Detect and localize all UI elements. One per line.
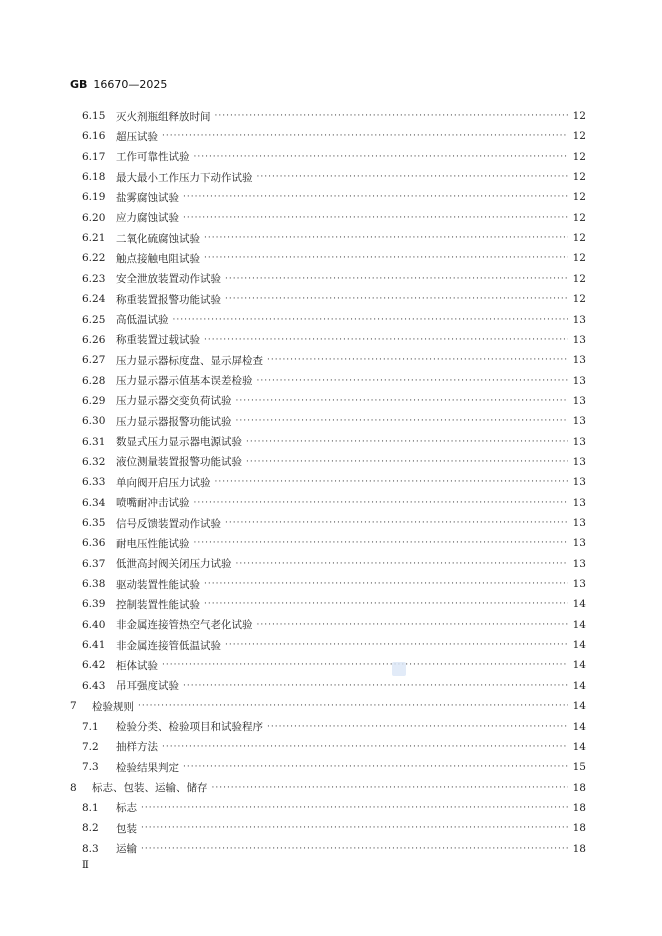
toc-entry-number: 6.40	[82, 618, 106, 631]
toc-entry[interactable]	[70, 271, 586, 287]
toc-entry-page: 13	[572, 313, 586, 326]
toc-entry-title: 灭火剂瓶组释放时间	[116, 110, 211, 123]
toc-entry-title: 压力显示器交变负荷试验	[116, 395, 232, 408]
toc-entry-title: 工作可靠性试验	[116, 151, 190, 164]
toc-dot-leader	[204, 598, 568, 610]
toc-entry-page: 12	[572, 211, 586, 224]
toc-entry[interactable]	[70, 189, 586, 205]
toc-entry-page: 14	[572, 618, 586, 631]
toc-entry-title: 最大最小工作压力下动作试验	[116, 171, 253, 184]
toc-entry[interactable]	[70, 617, 586, 633]
toc-entry-number: 6.18	[82, 171, 106, 184]
toc-entry[interactable]	[70, 841, 586, 857]
toc-entry-page: 13	[572, 374, 586, 387]
toc-entry-page: 13	[572, 415, 586, 428]
toc-entry-number: 6.34	[82, 496, 106, 509]
toc-entry[interactable]	[70, 352, 586, 368]
toc-entry[interactable]	[70, 169, 586, 185]
toc-entry-title: 运输	[116, 843, 137, 856]
toc-dot-leader	[141, 843, 568, 855]
toc-dot-leader	[225, 293, 568, 305]
toc-entry-page: 13	[572, 394, 586, 407]
toc-entry[interactable]	[70, 739, 586, 755]
toc-entry[interactable]	[70, 759, 586, 775]
toc-dot-leader	[194, 497, 569, 509]
toc-entry-page: 12	[572, 110, 586, 122]
toc-entry[interactable]	[70, 657, 586, 673]
toc-entry-number: 6.22	[82, 252, 106, 265]
toc-entry[interactable]	[70, 393, 586, 409]
toc-entry-page: 18	[572, 842, 586, 855]
toc-entry[interactable]	[70, 556, 586, 572]
toc-dot-leader	[225, 273, 568, 285]
toc-entry-title: 抽样方法	[116, 741, 158, 754]
toc-dot-leader	[162, 130, 568, 142]
toc-dot-leader	[141, 802, 568, 814]
toc-entry-number: 7	[70, 700, 77, 713]
toc-entry-page: 12	[572, 232, 586, 245]
toc-entry[interactable]	[70, 474, 586, 490]
toc-entry-title: 应力腐蚀试验	[116, 212, 179, 225]
toc-dot-leader	[162, 659, 568, 671]
toc-entry-number: 8.2	[82, 822, 99, 835]
toc-entry-page: 14	[572, 720, 586, 733]
toc-entry-title: 单向阀开启压力试验	[116, 476, 211, 489]
toc-entry-number: 6.24	[82, 293, 106, 306]
toc-entry-number: 6.42	[82, 659, 106, 672]
toc-entry-page: 13	[572, 354, 586, 367]
toc-entry-title: 触点接触电阻试验	[116, 252, 200, 265]
toc-entry[interactable]	[70, 596, 586, 612]
toc-dot-leader	[194, 537, 569, 549]
toc-entry-number: 6.16	[82, 130, 106, 143]
toc-entry[interactable]	[70, 373, 586, 389]
toc-dot-leader	[194, 151, 569, 163]
toc-entry-page: 12	[572, 272, 586, 285]
toc-entry-number: 7.2	[82, 740, 99, 753]
toc-entry-page: 12	[572, 130, 586, 143]
toc-entry-page: 14	[572, 598, 586, 611]
toc-dot-leader	[204, 232, 568, 244]
toc-entry-page: 18	[572, 781, 586, 794]
toc-dot-leader	[215, 476, 569, 488]
toc-dot-leader	[173, 314, 569, 326]
toc-entry-number: 6.35	[82, 517, 106, 529]
toc-dot-leader	[215, 110, 569, 122]
toc-entry-number: 6.26	[82, 333, 106, 346]
toc-entry-title: 吊耳强度试验	[116, 680, 179, 693]
toc-entry-page: 13	[572, 578, 586, 591]
toc-entry-number: 6.31	[82, 435, 106, 448]
toc-dot-leader	[204, 578, 568, 590]
toc-entry-title: 信号反馈装置动作试验	[116, 517, 221, 530]
toc-dot-leader	[246, 436, 568, 448]
toc-entry-page: 13	[572, 455, 586, 468]
toc-entry-page: 12	[572, 171, 586, 184]
standard-number: 16670—2025	[93, 78, 168, 91]
toc-entry-title: 耐电压性能试验	[116, 537, 190, 550]
toc-entry-number: 6.25	[82, 313, 106, 326]
toc-dot-leader	[257, 375, 569, 387]
toc-entry[interactable]	[70, 495, 586, 511]
toc-dot-leader	[183, 761, 568, 773]
toc-entry-page: 12	[572, 293, 586, 306]
toc-entry-title: 非金属连接管低温试验	[116, 639, 221, 652]
toc-dot-leader	[225, 517, 568, 529]
toc-entry-number: 6.36	[82, 537, 106, 550]
toc-entry[interactable]	[70, 312, 586, 328]
toc-entry-title: 安全泄放装置动作试验	[116, 273, 221, 286]
toc-entry-title: 柜体试验	[116, 659, 158, 672]
toc-entry-number: 8.3	[82, 842, 99, 855]
toc-entry-title: 压力显示器标度盘、显示屏检查	[116, 354, 263, 367]
toc-entry-page: 12	[572, 191, 586, 204]
toc-entry-number: 7.3	[82, 761, 99, 774]
toc-entry-page: 13	[572, 435, 586, 448]
toc-dot-leader	[257, 619, 569, 631]
toc-entry[interactable]	[70, 413, 586, 429]
toc-entry-title: 高低温试验	[116, 314, 169, 326]
toc-entry[interactable]	[70, 780, 586, 796]
toc-entry-page: 18	[572, 822, 586, 835]
toc-dot-leader	[183, 212, 568, 224]
toc-entry-title: 低泄高封阀关闭压力试验	[116, 558, 232, 571]
toc-entry[interactable]	[70, 820, 586, 836]
toc-dot-leader	[267, 354, 568, 366]
page-number: Ⅱ	[82, 860, 89, 871]
toc-entry-page: 13	[572, 476, 586, 489]
toc-entry-title: 非金属连接管热空气老化试验	[116, 619, 253, 632]
toc-entry[interactable]	[70, 250, 586, 266]
toc-entry-title: 包装	[116, 822, 137, 835]
toc-entry[interactable]	[70, 210, 586, 226]
toc-entry[interactable]	[70, 719, 586, 735]
toc-dot-leader	[212, 782, 569, 794]
toc-entry-title: 检验结果判定	[116, 761, 179, 774]
toc-entry[interactable]	[70, 230, 586, 246]
toc-dot-leader	[183, 680, 568, 692]
toc-entry[interactable]	[70, 149, 586, 165]
toc-entry[interactable]	[70, 637, 586, 653]
toc-entry-title: 检验分类、检验项目和试验程序	[116, 721, 263, 733]
toc-entry[interactable]	[70, 576, 586, 592]
toc-entry-number: 6.38	[82, 578, 106, 591]
toc-entry-number: 6.21	[82, 232, 106, 245]
toc-entry-title: 盐雾腐蚀试验	[116, 191, 179, 204]
toc-entry-number: 6.20	[82, 211, 106, 224]
toc-entry[interactable]	[70, 434, 586, 450]
toc-entry-page: 14	[572, 659, 586, 672]
toc-entry-title: 检验规则	[92, 700, 134, 713]
toc-entry-number: 6.28	[82, 374, 106, 387]
toc-entry[interactable]	[70, 800, 586, 816]
toc-entry-page: 13	[572, 557, 586, 570]
toc-entry-page: 13	[572, 537, 586, 550]
toc-entry-title: 喷嘴耐冲击试验	[116, 497, 190, 510]
selection-marker	[392, 662, 406, 676]
toc-entry[interactable]	[70, 454, 586, 470]
toc-entry-number: 6.41	[82, 639, 106, 652]
toc-dot-leader	[267, 721, 568, 733]
toc-entry-page: 13	[572, 517, 586, 529]
standard-code: GB	[70, 78, 88, 91]
toc-entry-title: 称重装置过载试验	[116, 334, 200, 347]
toc-entry-number: 6.39	[82, 598, 106, 611]
toc-entry-title: 液位测量装置报警功能试验	[116, 456, 242, 469]
toc-entry[interactable]	[70, 332, 586, 348]
toc-entry-title: 标志	[116, 802, 137, 815]
toc-dot-leader	[183, 191, 568, 203]
toc-entry-title: 超压试验	[116, 130, 158, 143]
toc-entry-number: 6.43	[82, 679, 106, 692]
toc-entry-title: 压力显示器示值基本误差检验	[116, 375, 253, 388]
toc-entry-number: 8	[70, 781, 77, 794]
toc-dot-leader	[141, 822, 568, 834]
toc-entry-title: 驱动装置性能试验	[116, 578, 200, 591]
toc-dot-leader	[138, 700, 568, 712]
toc-entry-page: 15	[572, 761, 586, 774]
toc-entry-number: 6.33	[82, 476, 106, 489]
toc-dot-leader	[257, 171, 569, 183]
toc-entry-title: 压力显示器报警功能试验	[116, 415, 232, 428]
toc-entry-number: 8.1	[82, 801, 99, 814]
toc-entry-page: 12	[572, 252, 586, 265]
toc-dot-leader	[236, 415, 569, 427]
toc-entry[interactable]	[70, 698, 586, 714]
toc-entry-page: 12	[572, 150, 586, 163]
toc-dot-leader	[236, 395, 569, 407]
toc-dot-leader	[162, 741, 568, 753]
toc-entry-title: 控制装置性能试验	[116, 598, 200, 611]
toc-entry-number: 6.15	[82, 110, 106, 122]
toc-entry[interactable]	[70, 128, 586, 144]
toc-entry-number: 7.1	[82, 720, 99, 733]
toc-entry-number: 6.27	[82, 354, 106, 367]
toc-entry[interactable]	[70, 108, 586, 124]
toc-entry-number: 6.17	[82, 150, 106, 163]
toc-dot-leader	[204, 334, 568, 346]
toc-entry-title: 标志、包装、运输、储存	[92, 782, 208, 795]
toc-entry-number: 6.23	[82, 272, 106, 285]
toc-entry-number: 6.29	[82, 394, 106, 407]
toc-dot-leader	[225, 639, 568, 651]
toc-entry-page: 14	[572, 639, 586, 652]
toc-entry[interactable]	[70, 535, 586, 551]
toc-entry-title: 数显式压力显示器电源试验	[116, 436, 242, 449]
toc-entry-title: 称重装置报警功能试验	[116, 293, 221, 306]
toc-dot-leader	[246, 456, 568, 468]
toc-dot-leader	[204, 252, 568, 264]
toc-entry-page: 13	[572, 333, 586, 346]
toc-entry[interactable]	[70, 678, 586, 694]
toc-entry-page: 18	[572, 801, 586, 814]
toc-entry[interactable]	[70, 515, 586, 531]
toc-entry-page: 14	[572, 740, 586, 753]
toc-entry-number: 6.37	[82, 557, 106, 570]
toc-entry-title: 二氧化硫腐蚀试验	[116, 232, 200, 245]
toc-dot-leader	[236, 558, 569, 570]
toc-entry-page: 14	[572, 679, 586, 692]
toc-entry-number: 6.30	[82, 415, 106, 428]
toc-entry-number: 6.32	[82, 455, 106, 468]
toc-entry[interactable]	[70, 291, 586, 307]
toc-entry-page: 14	[572, 700, 586, 713]
toc-entry-number: 6.19	[82, 191, 106, 204]
toc-entry-page: 13	[572, 496, 586, 509]
